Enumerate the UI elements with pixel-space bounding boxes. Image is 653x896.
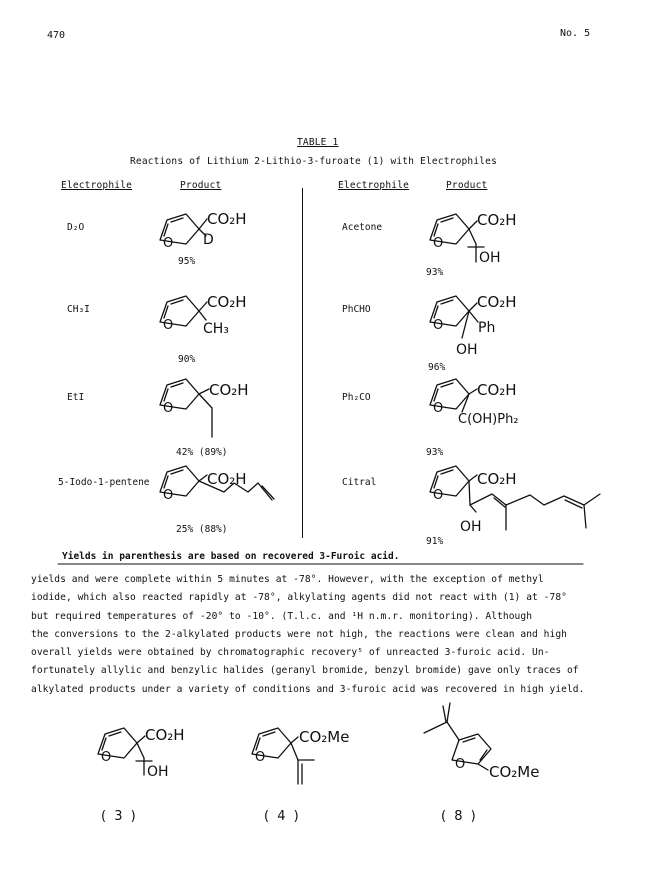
electrophile-citral: Citral — [342, 477, 377, 488]
body-paragraph — [31, 571, 631, 699]
structure-d2o-product — [160, 210, 247, 251]
compound-label-4: ( 4 ) — [264, 809, 301, 824]
electrophile-ch3i: CH₃I — [67, 304, 90, 315]
yield-phcho: 96% — [428, 362, 446, 373]
label-compound3-oh: OH — [147, 764, 169, 780]
structure-compound-8 — [424, 703, 539, 781]
body-line: alkylated products under a variety of conditions and 3-furoic acid was recovered in high yield. — [31, 683, 585, 695]
ring-oxygen: O — [101, 750, 112, 765]
compound-label-8: ( 8 ) — [441, 809, 478, 824]
label-compound3-co2h: CO₂H — [145, 726, 185, 744]
body-line: overall yields were obtained by chromatographic recovery⁵ of unreacted 3-furoic acid. Un- — [31, 647, 550, 659]
structure-compound-4 — [252, 728, 349, 784]
ring-oxygen: O — [163, 318, 174, 333]
table-caption: Reactions of Lithium 2-Lithio-3-furoate (1) with Electrophiles — [130, 156, 498, 167]
ring-oxygen: O — [455, 757, 466, 772]
structure-compound-3 — [98, 726, 185, 780]
label-phcho-oh: OH — [456, 342, 478, 358]
label-citral-co2h: CO₂H — [477, 470, 517, 488]
yield-eti: 42% (89%) — [176, 447, 228, 458]
body-line: yields and were complete within 5 minutes at -78°. However, with the exception of methyl — [31, 574, 544, 585]
label-acetone-co2h: CO₂H — [477, 211, 517, 229]
header-product-right: Product — [446, 180, 488, 191]
ring-oxygen: O — [433, 488, 444, 503]
structure-citral-product — [430, 466, 600, 535]
electrophile-iodopentene: 5-Iodo-1-pentene — [58, 477, 150, 488]
body-line: fortunately allylic and benzylic halides (geranyl bromide, benzyl bromide) gave only traces of — [31, 665, 579, 677]
yield-ch3i: 90% — [178, 354, 196, 365]
body-line: but required temperatures of -20° to -10°. (T.l.c. and ¹H n.m.r. monitoring). Although — [31, 610, 533, 622]
ring-oxygen: O — [433, 236, 444, 251]
body-line: the conversions to the 2-alkylated products were not high, the reactions were clean and high — [31, 628, 567, 640]
label-compound4-co2me: CO₂Me — [299, 728, 350, 746]
yield-d2o: 95% — [178, 256, 196, 267]
label-d2o-co2h: CO₂H — [207, 210, 247, 228]
electrophile-acetone: Acetone — [342, 222, 383, 233]
table-footnote: Yields in parenthesis are based on recovered 3-Furoic acid. — [62, 551, 400, 562]
ring-oxygen: O — [255, 750, 266, 765]
body-line: iodide, which also reacted rapidly at -78°, alkylating agents did not react with (1) at -78° — [31, 592, 567, 604]
structure-iodopentene-product — [160, 466, 274, 503]
ring-oxygen: O — [433, 318, 444, 333]
yield-ph2co: 93% — [426, 447, 444, 458]
electrophile-ph2co: Ph₂CO — [342, 392, 371, 403]
yield-acetone: 93% — [426, 267, 444, 278]
label-ch3i-co2h: CO₂H — [207, 293, 247, 311]
ring-oxygen: O — [163, 236, 174, 251]
label-phcho-co2h: CO₂H — [477, 293, 517, 311]
compound-label-3: ( 3 ) — [101, 809, 138, 824]
label-acetone-oh: OH — [479, 250, 501, 266]
header-product-left: Product — [180, 180, 222, 191]
structure-ph2co-product — [430, 379, 519, 427]
electrophile-d2o: D₂O — [67, 222, 85, 233]
electrophile-phcho: PhCHO — [342, 304, 371, 315]
label-citral-oh: OH — [460, 519, 482, 535]
issue-number: No. 5 — [560, 28, 591, 39]
label-compound8-co2me: CO₂Me — [489, 763, 540, 781]
yield-iodopentene: 25% (88%) — [176, 524, 228, 535]
structure-eti-product — [160, 379, 249, 437]
ring-oxygen: O — [433, 401, 444, 416]
yield-citral: 91% — [426, 536, 444, 547]
structure-phcho-product — [430, 293, 517, 358]
label-ph2co-substituent: C(OH)Ph₂ — [458, 412, 519, 427]
label-ch3i-ch3: CH₃ — [203, 321, 229, 337]
label-iodopentene-co2h: CO₂H — [207, 470, 247, 488]
structure-acetone-product — [430, 211, 517, 266]
header-electrophile-left: Electrophile — [61, 180, 133, 191]
structure-ch3i-product — [160, 293, 247, 337]
table-title: TABLE 1 — [297, 137, 339, 148]
label-eti-co2h: CO₂H — [209, 381, 249, 399]
ring-oxygen: O — [163, 488, 174, 503]
label-d2o-d: D — [203, 232, 214, 248]
ring-oxygen: O — [163, 401, 174, 416]
header-electrophile-right: Electrophile — [338, 180, 410, 191]
label-ph2co-co2h: CO₂H — [477, 381, 517, 399]
electrophile-eti: EtI — [67, 392, 85, 403]
page-number: 470 — [47, 30, 66, 41]
label-phcho-ph: Ph — [478, 320, 496, 336]
